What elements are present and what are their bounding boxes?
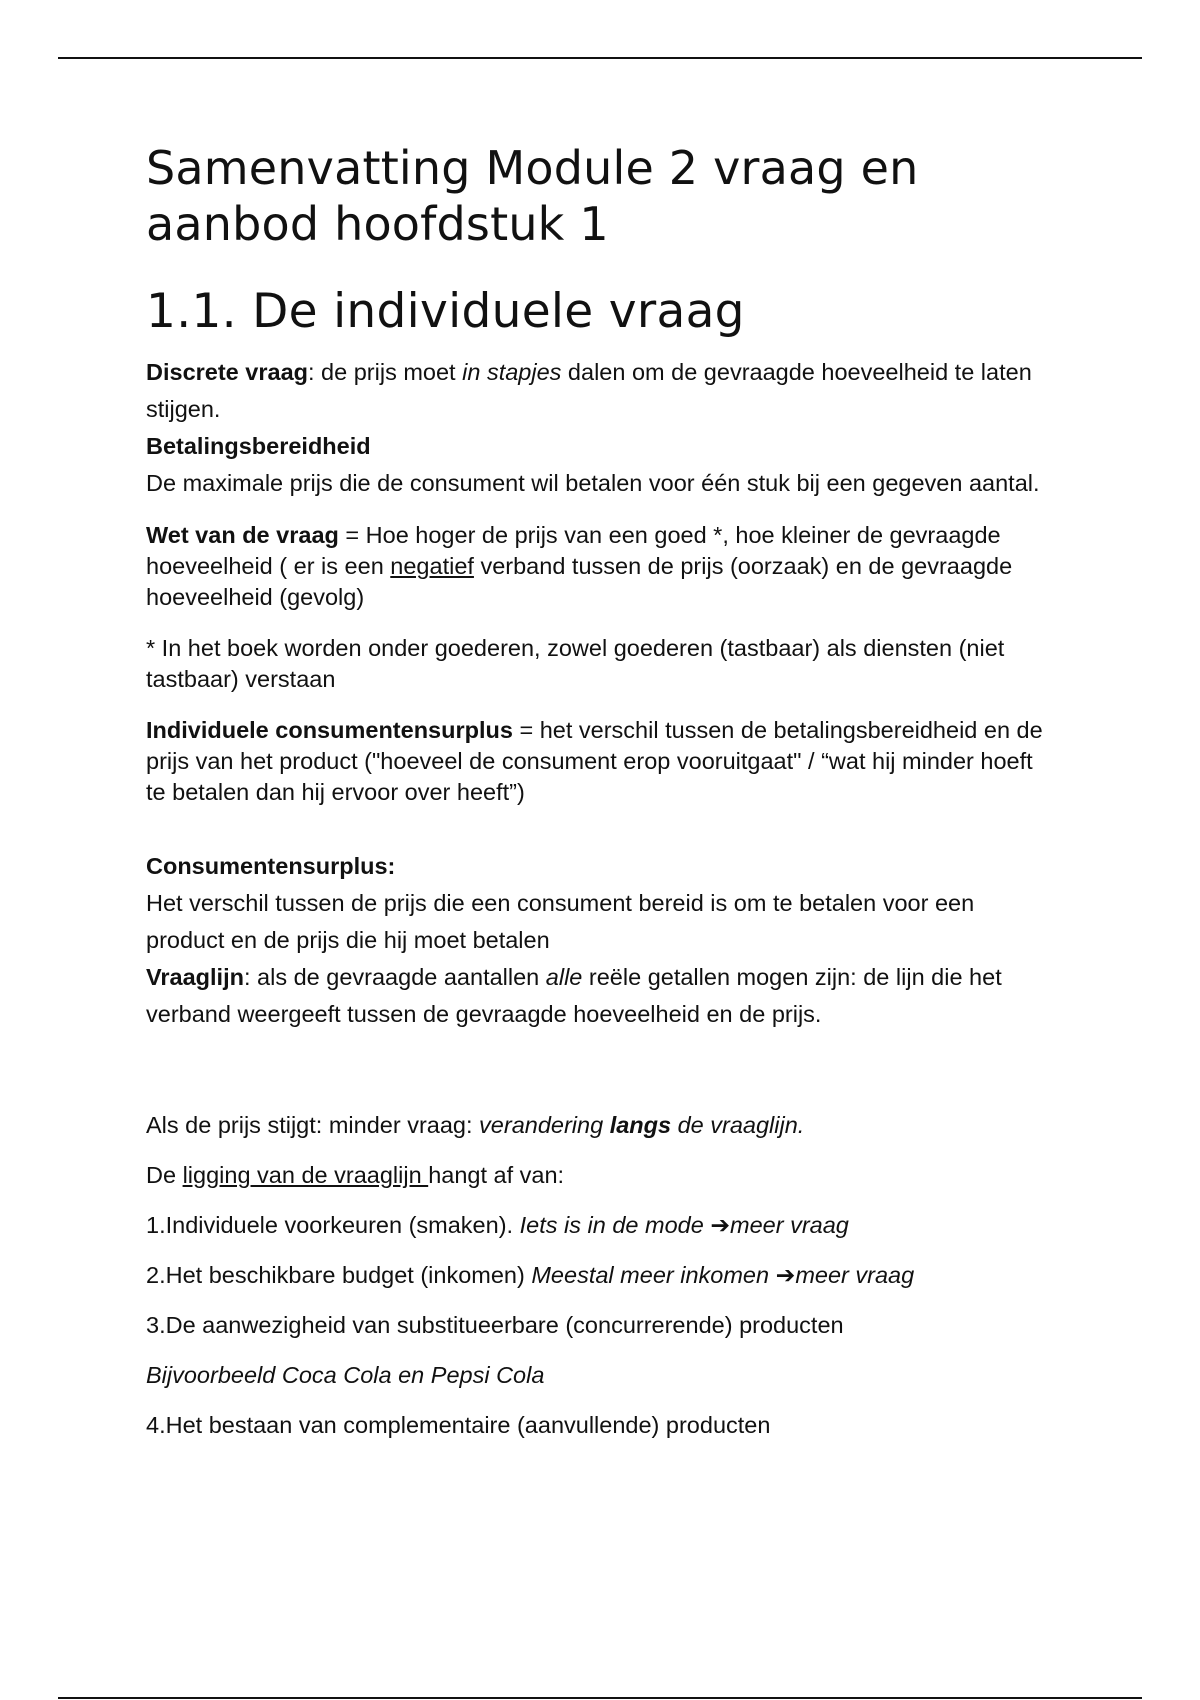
term-vraaglijn: Vraaglijn bbox=[146, 964, 244, 990]
text: : de prijs moet bbox=[308, 359, 463, 385]
term-label: Consumentensurplus: bbox=[146, 853, 396, 879]
paragraph-prijs-stijgt bbox=[146, 1107, 1076, 1144]
text: De bbox=[146, 1162, 183, 1188]
paragraph-discrete-vraag bbox=[146, 354, 1076, 428]
text: = Hoe hoger de prijs van een goed *, hoe kleiner de gevraagde hoeveelheid ( er is een bbox=[146, 522, 1001, 579]
document-title: Samenvatting Module 2 vraag en aanbod hoofdstuk 1 bbox=[146, 141, 919, 251]
strong-emphasis: langs bbox=[609, 1112, 672, 1138]
underlined-text: ligging van de vraaglijn bbox=[182, 1162, 429, 1188]
term-discrete-vraag: Discrete vraag bbox=[146, 359, 308, 385]
text: 1.Individuele voorkeuren (smaken). bbox=[146, 1212, 520, 1238]
text: dalen om de gevraagde hoeveelheid te laten stijgen. bbox=[146, 359, 1032, 422]
paragraph-footnote-goederen: * In het boek worden onder goederen, zowel goederen (tastbaar) als diensten (niet tastbaar) verstaan bbox=[146, 635, 1005, 692]
emphasis: Meestal meer inkomen bbox=[531, 1262, 776, 1288]
paragraph-ligging-vraaglijn bbox=[146, 1157, 1076, 1194]
text: reële getallen mogen zijn: de lijn die het verband weergeeft tussen de gevraagde hoeveelheid en de prijs. bbox=[146, 964, 1002, 1027]
text: = het verschil tussen de betalingsbereidheid en de prijs van het product ("hoeveel de consument erop vooruitgaat" / “wat hij minder hoeft te betalen dan hij ervoor over heeft”) bbox=[146, 717, 1043, 805]
arrow-icon: ➔ bbox=[775, 1262, 796, 1288]
paragraph-individuele-consumentensurplus bbox=[146, 715, 1056, 808]
term-betalingsbereidheid bbox=[146, 428, 1076, 465]
text: hangt af van: bbox=[428, 1162, 565, 1188]
paragraph-betalingsbereidheid: De maximale prijs die de consument wil betalen voor één stuk bij een gegeven aantal. bbox=[146, 470, 1040, 496]
emphasis: in stapjes bbox=[462, 359, 562, 385]
term-wet-van-de-vraag: Wet van de vraag bbox=[146, 522, 339, 548]
arrow-icon: ➔ bbox=[710, 1212, 731, 1238]
paragraph-wet-van-de-vraag bbox=[146, 520, 1076, 613]
header-rule bbox=[58, 57, 1142, 59]
text: : als de gevraagde aantallen bbox=[243, 964, 546, 990]
term-label: Betalingsbereidheid bbox=[146, 433, 371, 459]
emphasis: de vraaglijn. bbox=[671, 1112, 805, 1138]
emphasis: alle bbox=[545, 964, 583, 990]
list-item: 4.Het bestaan van complementaire (aanvullende) producten bbox=[146, 1412, 771, 1438]
underlined-text: negatief bbox=[390, 553, 474, 579]
text: 2.Het beschikbare budget (inkomen) bbox=[146, 1262, 532, 1288]
text: verband tussen de prijs (oorzaak) en de gevraagde hoeveelheid (gevolg) bbox=[146, 553, 1013, 610]
footer-rule bbox=[58, 1697, 1142, 1699]
term-individuele-consumentensurplus: Individuele consumentensurplus bbox=[146, 717, 513, 743]
emphasis: Iets is in de mode bbox=[519, 1212, 711, 1238]
text: Als de prijs stijgt: minder vraag: bbox=[146, 1112, 480, 1138]
list-item: 3.De aanwezigheid van substitueerbare (concurrerende) producten bbox=[146, 1312, 844, 1338]
list-item-example bbox=[146, 1357, 1076, 1394]
emphasis: Bijvoorbeeld Coca Cola en Pepsi Cola bbox=[146, 1362, 545, 1388]
list-item bbox=[146, 1207, 1076, 1244]
term-consumentensurplus bbox=[146, 848, 1076, 885]
emphasis: meer vraag bbox=[730, 1212, 849, 1238]
paragraph-vraaglijn bbox=[146, 959, 1076, 1033]
section-heading: 1.1. De individuele vraag bbox=[146, 284, 745, 339]
list-item bbox=[146, 1257, 1076, 1294]
document-body bbox=[146, 140, 1076, 1444]
emphasis: verandering bbox=[479, 1112, 610, 1138]
emphasis: meer vraag bbox=[795, 1262, 915, 1288]
paragraph-consumentensurplus: Het verschil tussen de prijs die een consument bereid is om te betalen voor een product en de prijs die hij moet betalen bbox=[146, 890, 975, 953]
